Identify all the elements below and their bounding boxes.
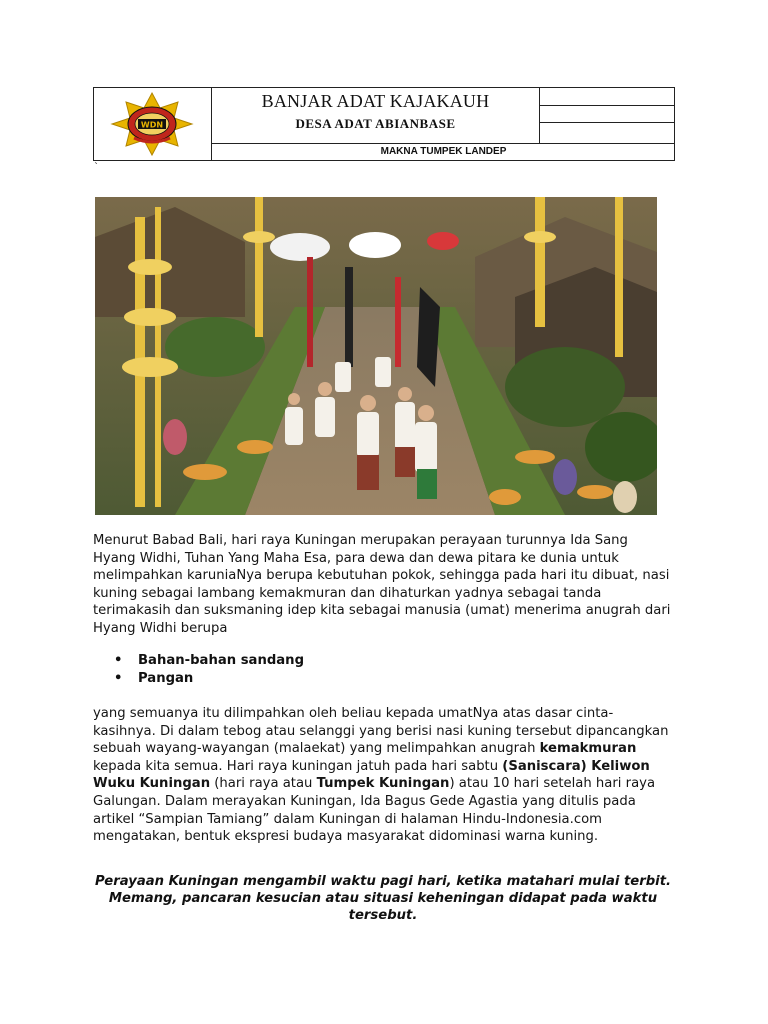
blessings-list [110,652,304,688]
org-subtitle: DESA ADAT ABIANBASE [295,116,456,131]
text-run: yang semuanya itu dilimpahkan oleh beliau kepada umatNya atas dasar cinta-kasihnya. Di dalam tebog atau selanggi yang berisi nasi kuning tersebut dipancangkan sebuah wayang-wayangan (malaekat) yang melimpahkan anugrah [93,706,669,757]
list-item: • Pangan [110,670,304,688]
text-run: (hari raya atau [210,776,317,792]
bold-term: kemakmuran [539,741,637,757]
text-run: kepada kita semua. Hari raya kuningan jatuh pada hari sabtu [93,758,503,774]
ceremony-photo [95,197,657,515]
org-logo [94,88,210,160]
body-paragraph [93,705,673,846]
org-name: BANJAR ADAT KAJAKAUH [261,91,490,111]
title-cell [212,88,540,144]
info-cell-grid [540,88,675,144]
document-title: MAKNA TUMPEK LANDEP [380,146,507,157]
header-table [93,87,675,161]
list-item: • Bahan-bahan sandang [110,652,304,670]
stray-mark: ` [94,162,99,173]
text-run: ) atau 10 hari setelah hari raya Galungan. Dalam merayakan Kuningan, Ida Bagus Gede Agastia yang ditulis pada artikel “Sampian Tamiang” dalam Kuningan di halaman Hindu-Indonesia.com mengatakan, bentuk ekspresi budaya masyarakat didominasi warna kuning. [93,776,656,845]
closing-statement: Perayaan Kuningan mengambil waktu pagi hari, ketika matahari mulai terbit. Memang, pancaran kesucian atau situasi keheningan didapat pada waktu tersebut. [94,874,672,923]
bold-term: Tumpek Kuningan [316,776,450,792]
bold-term: (Saniscara) Keliwon Wuku Kuningan [93,758,650,792]
logo-text: WDN [140,120,164,130]
info-row-divider [540,122,675,123]
logo-cell [94,88,212,160]
info-row-divider [540,105,675,106]
ceremony-illustration [95,197,657,515]
intro-paragraph: Menurut Babad Bali, hari raya Kuningan merupakan perayaan turunnya Ida Sang Hyang Widhi, Tuhan Yang Maha Esa, para dewa dan dewa pitara ke dunia untuk melimpahkan karuniaNya berupa kebutuhan pokok, sehingga pada hari itu dibuat, nasi kuning sebagai lambang kemakmuran dan dihaturkan yadnya sebagai tanda terimakasih dan suksmaning idep kita sebagai manusia (umat) menerima anugrah dari Hyang Widhi berupa [93,533,671,636]
